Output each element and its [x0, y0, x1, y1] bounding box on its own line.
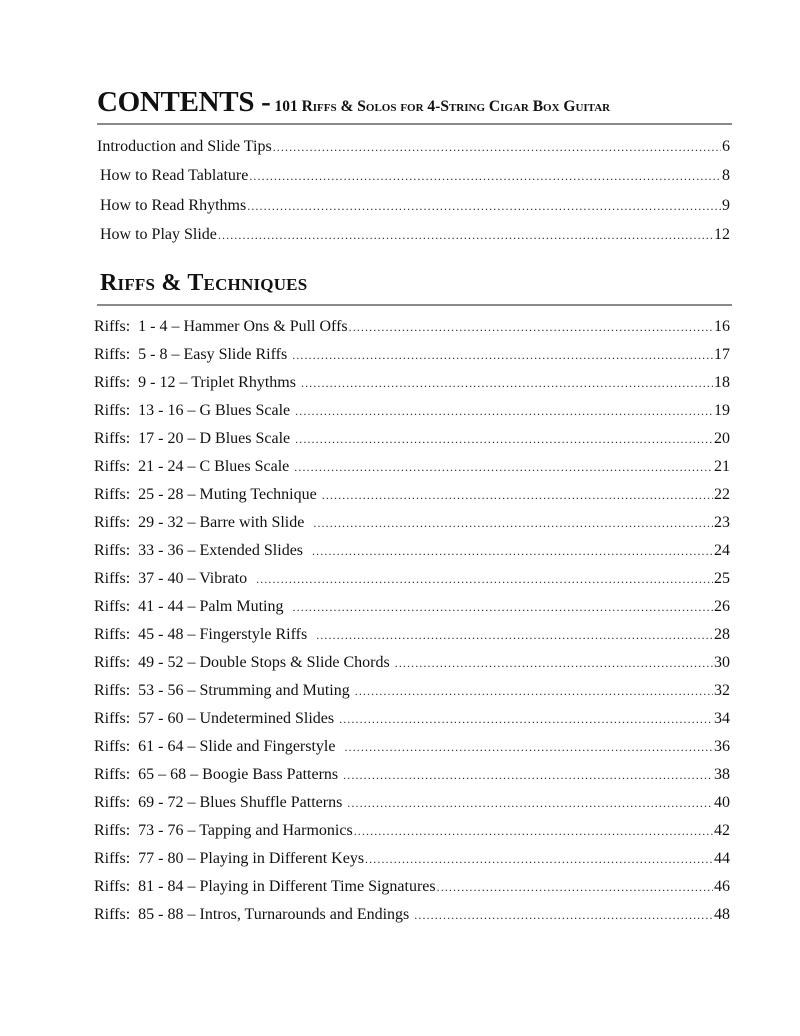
toc-entry[interactable] [94, 457, 730, 477]
toc-entry[interactable] [100, 166, 730, 186]
toc-page-number: 42 [714, 822, 730, 839]
toc-entry[interactable] [94, 653, 730, 673]
book-title: 101 Riffs & Solos for 4-String Cigar Box Guitar [274, 98, 611, 115]
heading-divider [97, 123, 732, 125]
toc-entry[interactable] [94, 597, 730, 617]
toc-entry-label: Riffs: 17 - 20 – D Blues Scale [94, 430, 295, 447]
toc-entry-label: Riffs: 1 - 4 – Hammer Ons & Pull Offs [94, 318, 348, 335]
dot-leader [344, 737, 713, 757]
toc-page-number: 44 [714, 850, 730, 867]
toc-entry[interactable] [94, 793, 730, 813]
toc-entry[interactable] [94, 541, 730, 561]
dot-leader [437, 877, 713, 897]
toc-entry[interactable] [94, 877, 730, 897]
contents-title: CONTENTS - [97, 86, 271, 118]
toc-page-number: 18 [714, 374, 730, 391]
toc-page-number: 6 [722, 138, 730, 155]
toc-page-number: 17 [714, 346, 730, 363]
toc-page-number: 12 [714, 225, 730, 243]
contents-heading [97, 86, 733, 119]
toc-entry-label: Riffs: 69 - 72 – Blues Shuffle Patterns [94, 794, 347, 811]
toc-entry-label: Riffs: 29 - 32 – Barre with Slide [94, 514, 313, 531]
toc-entry[interactable] [94, 373, 730, 393]
toc-entry[interactable] [100, 196, 730, 216]
section-title: Riffs & Techniques [100, 270, 308, 296]
toc-page-number: 25 [714, 570, 730, 587]
toc-entry-label: Riffs: 45 - 48 – Fingerstyle Riffs [94, 626, 316, 643]
toc-page-number: 36 [714, 738, 730, 755]
toc-entry-label: How to Read Tablature [100, 167, 249, 185]
dot-leader [414, 905, 713, 925]
dot-leader [316, 625, 713, 645]
toc-entry-label: Riffs: 33 - 36 – Extended Slides [94, 542, 312, 559]
toc-entry[interactable] [94, 765, 730, 785]
toc-entry-label: Riffs: 21 - 24 – C Blues Scale [94, 458, 294, 475]
dot-leader [347, 793, 713, 813]
toc-entry-label: Riffs: 13 - 16 – G Blues Scale [94, 402, 295, 419]
toc-entry-label: How to Read Rhythms [100, 196, 247, 214]
toc-entry-label: Riffs: 49 - 52 – Double Stops & Slide Chords [94, 654, 394, 671]
toc-entry[interactable] [94, 513, 730, 533]
toc-entry-label: Riffs: 77 - 80 – Playing in Different Keys [94, 850, 365, 867]
toc-page-number: 21 [714, 458, 730, 475]
toc-page-number: 9 [722, 196, 730, 214]
toc-entry[interactable] [94, 849, 730, 869]
dot-leader [313, 513, 713, 533]
toc-entry-label: Riffs: 9 - 12 – Triplet Rhythms [94, 374, 300, 391]
toc-page-number: 46 [714, 878, 730, 895]
toc-page-number: 34 [714, 710, 730, 727]
toc-entry[interactable] [100, 225, 730, 245]
dot-leader [292, 345, 713, 365]
toc-entry-label: Riffs: 81 - 84 – Playing in Different Time Signatures [94, 878, 436, 895]
dot-leader [295, 401, 713, 421]
dot-leader [343, 765, 713, 785]
toc-entry[interactable] [94, 569, 730, 589]
dot-leader [349, 317, 713, 337]
toc-page-number: 8 [722, 167, 730, 185]
section-divider [97, 304, 732, 306]
toc-page-number: 19 [714, 402, 730, 419]
dot-leader [273, 137, 721, 157]
toc-entry-label: Riffs: 5 - 8 – Easy Slide Riffs [94, 346, 292, 363]
toc-entry-label: Riffs: 73 - 76 – Tapping and Harmonics [94, 822, 353, 839]
toc-entry-label: Riffs: 57 - 60 – Undetermined Slides [94, 710, 339, 727]
dot-leader [249, 166, 721, 186]
dot-leader [395, 653, 713, 673]
toc-entry[interactable] [94, 625, 730, 645]
dot-leader [354, 821, 713, 841]
toc-entry[interactable] [94, 317, 730, 337]
dot-leader [247, 196, 721, 216]
dot-leader [312, 541, 713, 561]
toc-page-number: 26 [714, 598, 730, 615]
toc-entry-label: Riffs: 25 - 28 – Muting Technique [94, 486, 321, 503]
toc-page-number: 24 [714, 542, 730, 559]
toc-entry-label: Riffs: 37 - 40 – Vibrato [94, 570, 256, 587]
dot-leader [355, 681, 713, 701]
toc-entry[interactable] [94, 401, 730, 421]
toc-entry-label: Riffs: 53 - 56 – Strumming and Muting [94, 682, 354, 699]
dot-leader [365, 849, 713, 869]
toc-entry[interactable] [97, 137, 730, 157]
dot-leader [294, 457, 713, 477]
toc-entry-label: Riffs: 41 - 44 – Palm Muting [94, 598, 292, 615]
toc-page-number: 48 [714, 906, 730, 923]
toc-page-number: 38 [714, 766, 730, 783]
toc-page-number: 28 [714, 626, 730, 643]
toc-entry-label: Introduction and Slide Tips [97, 138, 272, 155]
toc-entry[interactable] [94, 905, 730, 925]
toc-page-number: 30 [714, 654, 730, 671]
toc-entry[interactable] [94, 345, 730, 365]
toc-page-number: 20 [714, 430, 730, 447]
dot-leader [301, 373, 713, 393]
toc-entry[interactable] [94, 429, 730, 449]
toc-entry[interactable] [94, 737, 730, 757]
dot-leader [295, 429, 713, 449]
toc-page-number: 40 [714, 794, 730, 811]
dot-leader [256, 569, 713, 589]
toc-entry[interactable] [94, 485, 730, 505]
toc-entry[interactable] [94, 709, 730, 729]
toc-entry[interactable] [94, 821, 730, 841]
toc-page-number: 32 [714, 682, 730, 699]
toc-entry[interactable] [94, 681, 730, 701]
toc-entry-label: Riffs: 85 - 88 – Intros, Turnarounds and Endings [94, 906, 414, 923]
dot-leader [339, 709, 713, 729]
toc-entry-label: Riffs: 65 – 68 – Boogie Bass Patterns [94, 766, 343, 783]
toc-page-number: 16 [714, 318, 730, 335]
toc-entry-label: How to Play Slide [100, 225, 217, 243]
dot-leader [322, 485, 713, 505]
toc-entry-label: Riffs: 61 - 64 – Slide and Fingerstyle [94, 738, 344, 755]
dot-leader [218, 225, 713, 245]
toc-page-number: 22 [714, 486, 730, 503]
toc-page-number: 23 [714, 514, 730, 531]
dot-leader [293, 597, 714, 617]
